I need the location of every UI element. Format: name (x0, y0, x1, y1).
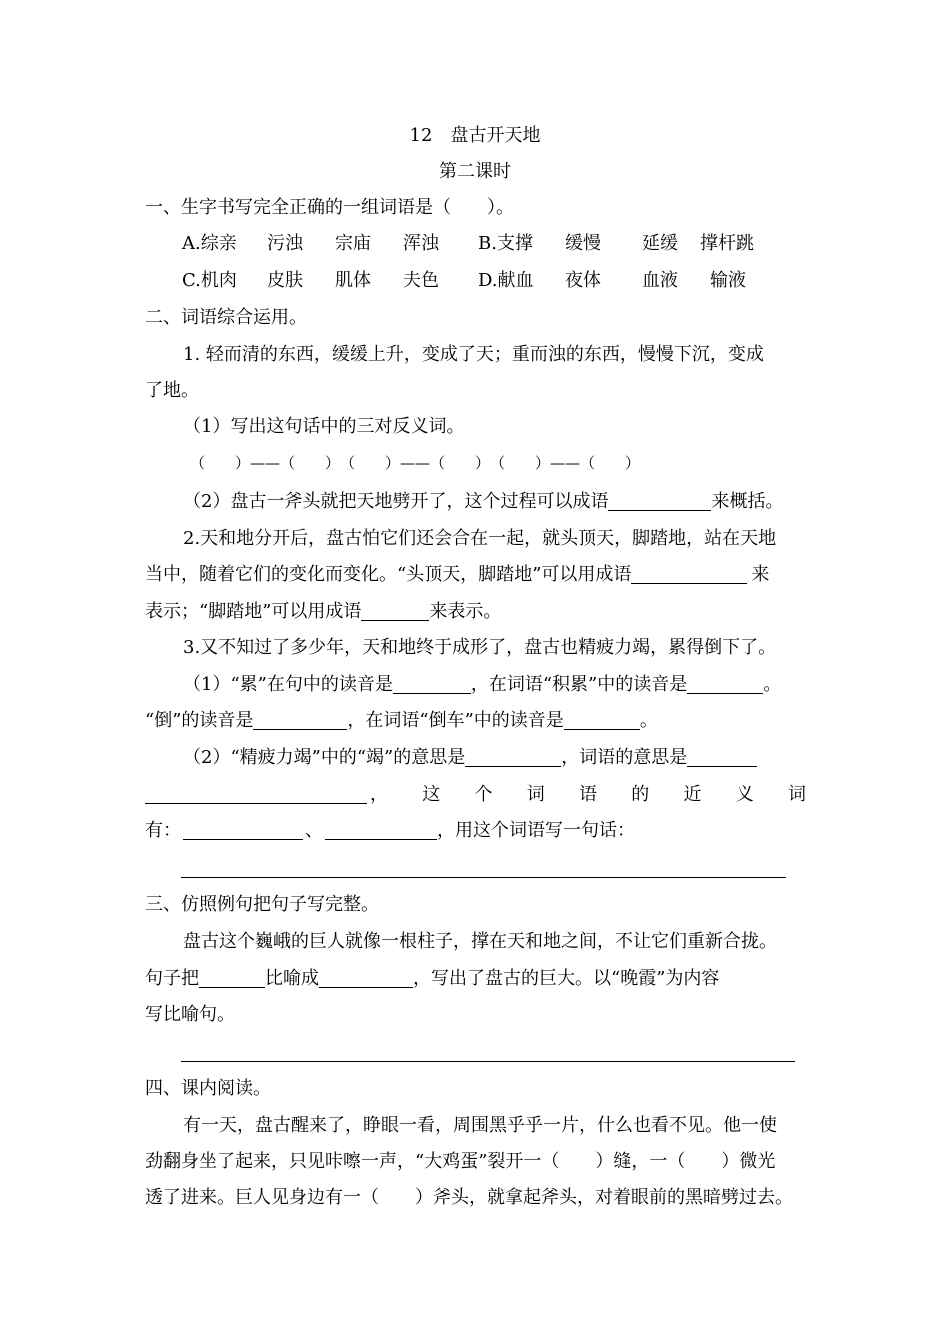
q2-p1-line1: 1. 轻而清的东西，缓缓上升，变成了天；重而浊的东西，慢慢下沉，变成 (183, 344, 764, 365)
text: 来 (751, 564, 770, 585)
text: ，用这个词语写一句话： (437, 820, 635, 841)
q2-p1-sub1: （1）写出这句话中的三对反义词。 (183, 416, 465, 437)
q2-p3-line5 (370, 783, 806, 807)
text: “倒”的读音是 (145, 710, 254, 731)
answer-blank[interactable] (361, 600, 429, 621)
answer-blank[interactable] (687, 673, 763, 694)
text: 。 (639, 710, 658, 731)
q2-p2-line3 (145, 600, 501, 624)
text: 。 (763, 674, 782, 695)
q2-p1-line2: 了地。 (145, 380, 199, 401)
option-c: C.机肉 (182, 270, 237, 291)
q3-line3: 写比喻句。 (145, 1004, 235, 1025)
text: ，词语的意思是 (561, 747, 688, 768)
option-word: 血液 (642, 270, 678, 291)
option-word: 宗庙 (335, 233, 371, 254)
text: 有： (145, 820, 181, 841)
page-title: 12 盘古开天地 (409, 125, 541, 146)
q2-p3-line4 (183, 746, 757, 770)
text: ，在词语“积累”中的读音是 (470, 674, 688, 695)
option-word: 缓慢 (565, 233, 601, 254)
text: （2）盘古一斧头就把天地劈开了，这个过程可以成语 (183, 491, 609, 512)
answer-blank[interactable] (183, 819, 303, 840)
option-b: B.支撑 (478, 233, 533, 254)
option-word: 污浊 (267, 233, 303, 254)
q2-p3-line6 (145, 819, 635, 843)
answer-blank[interactable] (564, 709, 640, 730)
text: 、 (305, 820, 323, 841)
q3-line1: 盘古这个巍峨的巨人就像一根柱子，撑在天和地之间，不让它们重新合拢。 (183, 931, 777, 952)
q4-line3: 透了进来。巨人见身边有一（ ）斧头，就拿起斧头，对着眼前的黑暗劈过去。 (145, 1187, 793, 1208)
text: （1）“累”在句中的读音是 (183, 674, 393, 695)
option-a: A.综亲 (182, 233, 237, 254)
text: 比喻成 (265, 968, 319, 989)
text: 义 (735, 784, 754, 805)
answer-blank[interactable] (465, 746, 561, 767)
q2-p3-line2 (183, 673, 781, 697)
option-d: D.献血 (478, 270, 534, 291)
answer-blank[interactable] (325, 819, 437, 840)
answer-blank[interactable] (631, 563, 747, 584)
q2-antonym-pairs: （ ）——（ ） （ ）——（ ） （ ）——（ ） (190, 454, 641, 472)
q3-sentence-line[interactable] (181, 1061, 795, 1062)
text: ，写出了盘古的巨大。以“晚霞”为内容 (413, 968, 720, 989)
option-word: 撑杆跳 (700, 233, 754, 254)
text: 表示；“脚踏地”可以用成语 (145, 601, 362, 622)
text: 语 (579, 784, 597, 805)
answer-blank[interactable] (199, 967, 265, 988)
q2-p2-line2 (145, 563, 769, 587)
q2-stem: 二、词语综合运用。 (145, 307, 307, 328)
text: 当中，随着它们的变化而变化。“头顶天，脚踏地”可以用成语 (145, 564, 632, 585)
answer-blank[interactable] (253, 709, 347, 730)
text: ，在词语“倒车”中的读音是 (347, 710, 564, 731)
text: 的 (631, 784, 650, 805)
text: ， (370, 784, 388, 805)
q2-p3-line3 (145, 709, 658, 733)
text: 词 (788, 784, 806, 805)
option-word: 夜体 (565, 270, 601, 291)
option-word: 延缓 (642, 233, 678, 254)
q1-stem: 一、生字书写完全正确的一组词语是（ ）。 (145, 197, 514, 218)
q2-p1-sub2 (183, 490, 783, 514)
text: 这 (422, 784, 441, 805)
text: 词 (526, 784, 545, 805)
q3-line2 (145, 967, 719, 991)
text: 句子把 (145, 968, 199, 989)
option-word: 皮肤 (267, 270, 303, 291)
q2-sentence-line[interactable] (181, 877, 786, 878)
option-word: 夫色 (403, 270, 439, 291)
q4-line1: 有一天，盘古醒来了，睁眼一看，周围黑乎乎一片，什么也看不见。他一使 (183, 1115, 777, 1136)
q2-p2-line1: 2.天和地分开后，盘古怕它们还会合在一起，就头顶天，脚踏地，站在天地 (183, 528, 777, 549)
option-word: 浑浊 (403, 233, 439, 254)
answer-blank[interactable] (608, 490, 711, 511)
q4-line2: 劲翻身坐了起来，只见咔嚓一声，“大鸡蛋”裂开一（ ）缝，一（ ）微光 (145, 1151, 776, 1172)
text: （2）“精疲力竭”中的“竭”的意思是 (183, 747, 466, 768)
page-subtitle: 第二课时 (439, 161, 511, 182)
answer-blank[interactable] (319, 967, 413, 988)
answer-blank[interactable] (687, 746, 757, 767)
q3-stem: 三、仿照例句把句子写完整。 (145, 894, 379, 915)
text: 来表示。 (429, 601, 502, 622)
q2-p3-line1: 3.又不知过了多少年，天和地终于成形了，盘古也精疲力竭，累得倒下了。 (183, 637, 777, 658)
q4-stem: 四、课内阅读。 (145, 1078, 271, 1099)
option-word: 肌体 (335, 270, 371, 291)
text: 来概括。 (711, 491, 784, 512)
answer-blank[interactable] (393, 673, 471, 694)
text: 近 (683, 784, 702, 805)
q2-p3-line5-blank[interactable] (145, 803, 367, 804)
option-word: 输液 (710, 270, 746, 291)
text: 个 (474, 784, 493, 805)
